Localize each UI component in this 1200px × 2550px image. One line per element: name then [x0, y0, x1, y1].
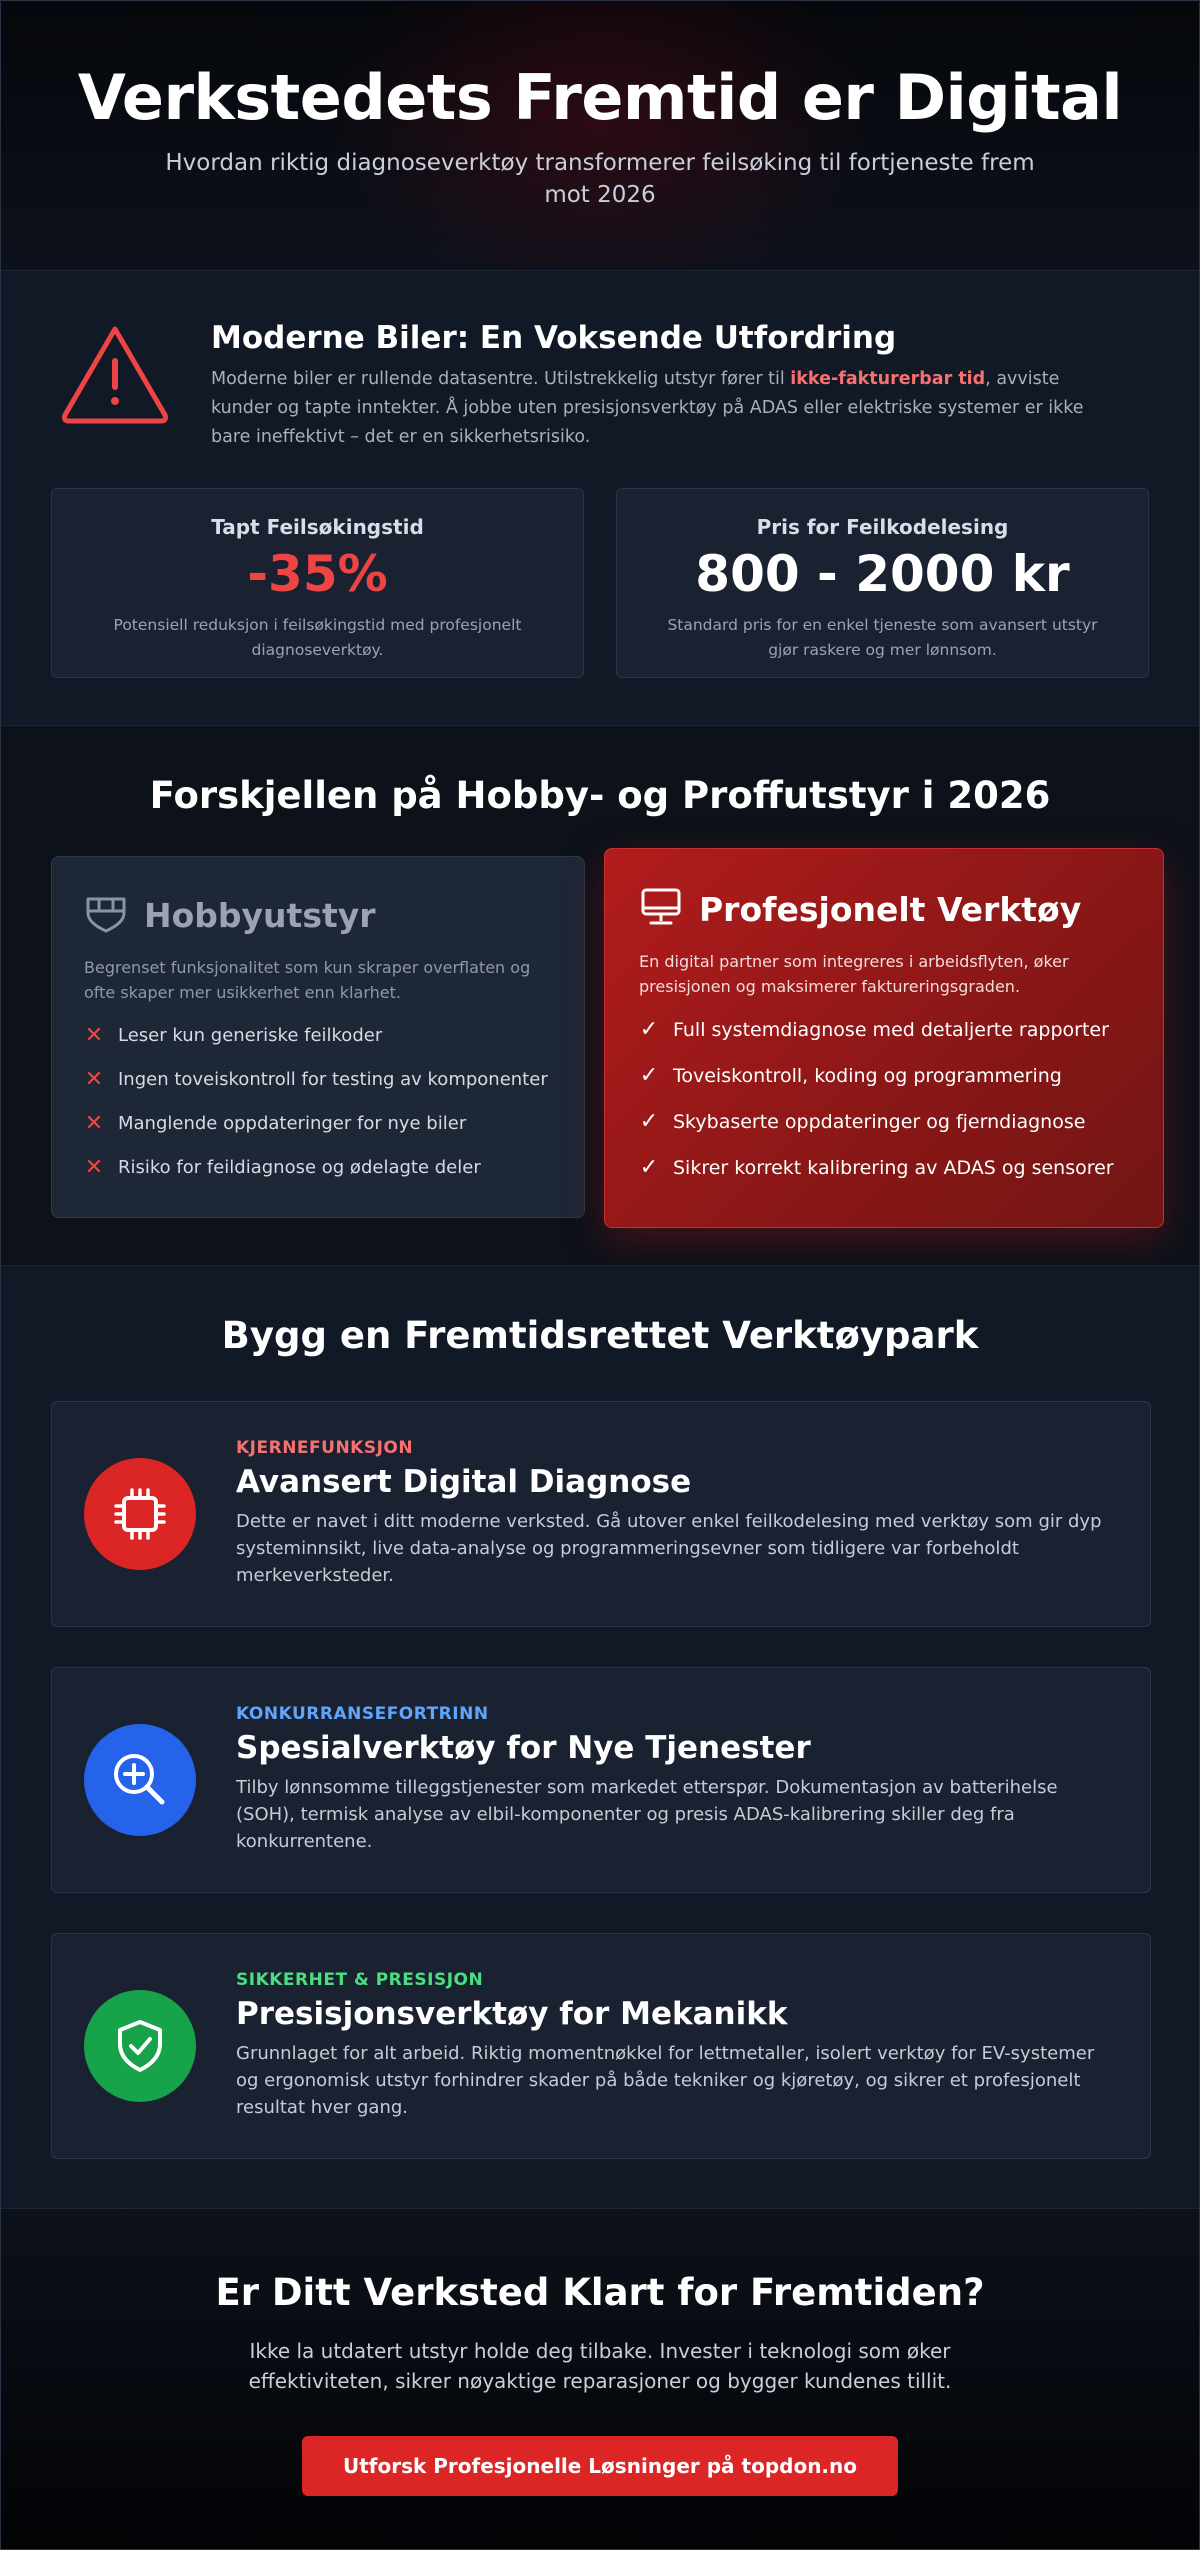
stat-value: -35% — [247, 545, 388, 603]
tool-card-precision-tools — [51, 1933, 1151, 2159]
stat-box-troubleshooting — [51, 488, 584, 678]
tool-title: Spesialverktøy for Nye Tjenester — [236, 1730, 811, 1766]
page-title: Verkstedets Fremtid er Digital — [77, 61, 1123, 134]
cta-text: Ikke la utdatert utstyr holde deg tilbake. Invester i teknologi som øker effektiviteten, sikrer nøyaktige reparasjoner og bygger kundenes tillit. — [248, 2339, 952, 2393]
tool-description: Dette er navet i ditt moderne verksted. Gå utover enkel feilkodelesing med verktøy som gir dyp systeminnsikt, live data-analyse og programmeringsevner som tidligere var forbeholdt merkeverksteder. — [236, 1511, 1102, 1586]
tool-title: Avansert Digital Diagnose — [236, 1464, 692, 1500]
tool-card-body — [236, 1438, 1116, 1589]
x-icon: ✕ — [84, 1111, 104, 1136]
tool-title: Presisjonsverktøy for Mekanikk — [236, 1996, 788, 2032]
check-icon: ✓ — [639, 1063, 659, 1088]
hero-section — [1, 1, 1199, 271]
challenge-text-start: Moderne biler er rullende datasentre. Utilstrekkelig utstyr fører til — [211, 369, 791, 389]
hobby-feature-list — [84, 1025, 552, 1179]
zoom-in-icon — [84, 1724, 196, 1836]
shield-check-icon — [84, 1990, 196, 2102]
hobby-card-title: Hobbyutstyr — [144, 895, 376, 935]
tool-description: Tilby lønnsomme tilleggstjenester som markedet etterspør. Dokumentasjon av batterihelse (SOH), termisk analyse av elbil-komponenter og presis ADAS-kalibrering skiller deg fra konkurrentene. — [236, 1777, 1058, 1852]
list-item — [84, 1069, 552, 1091]
tools-title: Bygg en Fremtidsrettet Verktøypark — [221, 1314, 979, 1357]
hobby-card-header — [84, 893, 552, 937]
stat-label: Tapt Feilsøkingstid — [211, 515, 424, 539]
stat-value: 800 - 2000 kr — [695, 545, 1070, 603]
cta-section — [1, 2209, 1199, 2549]
tools-section — [1, 1266, 1199, 2209]
warning-triangle-icon — [59, 323, 171, 431]
tool-card-body — [236, 1970, 1116, 2121]
list-item — [639, 1157, 1129, 1179]
x-icon: ✕ — [84, 1023, 104, 1048]
x-icon: ✕ — [84, 1155, 104, 1180]
challenge-text-end: , avviste kunder og tapte inntekter. Å jobbe uten presisjonsverktøy på ADAS eller elektriske systemer er ikke bare ineffektivt – det er en sikkerhetsrisiko. — [211, 369, 1084, 447]
pro-feature-list — [639, 1019, 1129, 1179]
challenge-highlight: ikke-fakturerbar tid — [790, 369, 986, 389]
cpu-chip-icon — [84, 1458, 196, 1570]
stat-description: Standard pris for en enkel tjeneste som avansert utstyr gjør raskere og mer lønnsom. — [667, 616, 1098, 659]
hobby-card — [51, 856, 585, 1218]
tool-tag: KONKURRANSEFORTRINN — [236, 1704, 489, 1724]
list-item-text: Leser kun generiske feilkoder — [118, 1025, 383, 1046]
tool-card-body — [236, 1704, 1116, 1855]
list-item-text: Risiko for feildiagnose og ødelagte deler — [118, 1157, 481, 1178]
shield-plug-icon — [84, 893, 128, 937]
check-icon: ✓ — [639, 1017, 659, 1042]
list-item-text: Sikrer korrekt kalibrering av ADAS og sensorer — [673, 1157, 1114, 1179]
check-icon: ✓ — [639, 1155, 659, 1180]
stat-box-price — [616, 488, 1149, 678]
compare-title: Forskjellen på Hobby- og Proffutstyr i 2026 — [149, 774, 1051, 817]
x-icon: ✕ — [84, 1067, 104, 1092]
tool-tag: KJERNEFUNKSJON — [236, 1438, 414, 1458]
challenge-title: Moderne Biler: En Voksende Utfordring — [211, 320, 897, 356]
stat-label: Pris for Feilkodelesing — [756, 515, 1009, 539]
monitor-icon — [639, 887, 683, 931]
list-item — [639, 1019, 1129, 1041]
compare-section — [1, 726, 1199, 1266]
list-item — [84, 1157, 552, 1179]
list-item — [84, 1025, 552, 1047]
challenge-paragraph — [211, 365, 1121, 452]
tool-card-diagnostics — [51, 1401, 1151, 1627]
list-item-text: Toveiskontroll, koding og programmering — [673, 1065, 1062, 1087]
cta-title: Er Ditt Verksted Klart for Fremtiden? — [215, 2271, 985, 2314]
page-subtitle: Hvordan riktig diagnoseverktøy transformerer feilsøking til fortjeneste frem mot 2026 — [165, 150, 1035, 208]
list-item — [84, 1113, 552, 1135]
stat-row — [51, 488, 1149, 678]
hobby-card-description: Begrenset funksjonalitet som kun skraper overflaten og ofte skaper mer usikkerhet enn klarhet. — [84, 958, 531, 1002]
list-item-text: Skybaserte oppdateringer og fjerndiagnose — [673, 1111, 1086, 1133]
pro-card-title: Profesjonelt Verktøy — [699, 889, 1082, 929]
tool-card-special-tools — [51, 1667, 1151, 1893]
list-item-text: Ingen toveiskontroll for testing av komponenter — [118, 1069, 548, 1090]
pro-card-description: En digital partner som integreres i arbeidsflyten, øker presisjonen og maksimerer faktureringsgraden. — [639, 952, 1069, 996]
pro-card — [604, 848, 1164, 1228]
check-icon: ✓ — [639, 1109, 659, 1134]
tool-description: Grunnlaget for alt arbeid. Riktig momentnøkkel for lettmetaller, isolert verktøy for EV-systemer og ergonomisk utstyr forhindrer skader på både tekniker og kjøretøy, og sikrer et profesjonelt resultat hver gang. — [236, 2043, 1095, 2118]
challenge-text-block — [211, 319, 1121, 452]
list-item-text: Manglende oppdateringer for nye biler — [118, 1113, 467, 1134]
stat-description: Potensiell reduksjon i feilsøkingstid med profesjonelt diagnoseverktøy. — [113, 616, 522, 659]
list-item-text: Full systemdiagnose med detaljerte rapporter — [673, 1019, 1109, 1041]
pro-card-header — [639, 887, 1129, 931]
explore-solutions-button[interactable]: Utforsk Profesjonelle Løsninger på topdon.no — [302, 2436, 898, 2496]
tool-tag: SIKKERHET & PRESISJON — [236, 1970, 484, 1990]
list-item — [639, 1065, 1129, 1087]
list-item — [639, 1111, 1129, 1133]
